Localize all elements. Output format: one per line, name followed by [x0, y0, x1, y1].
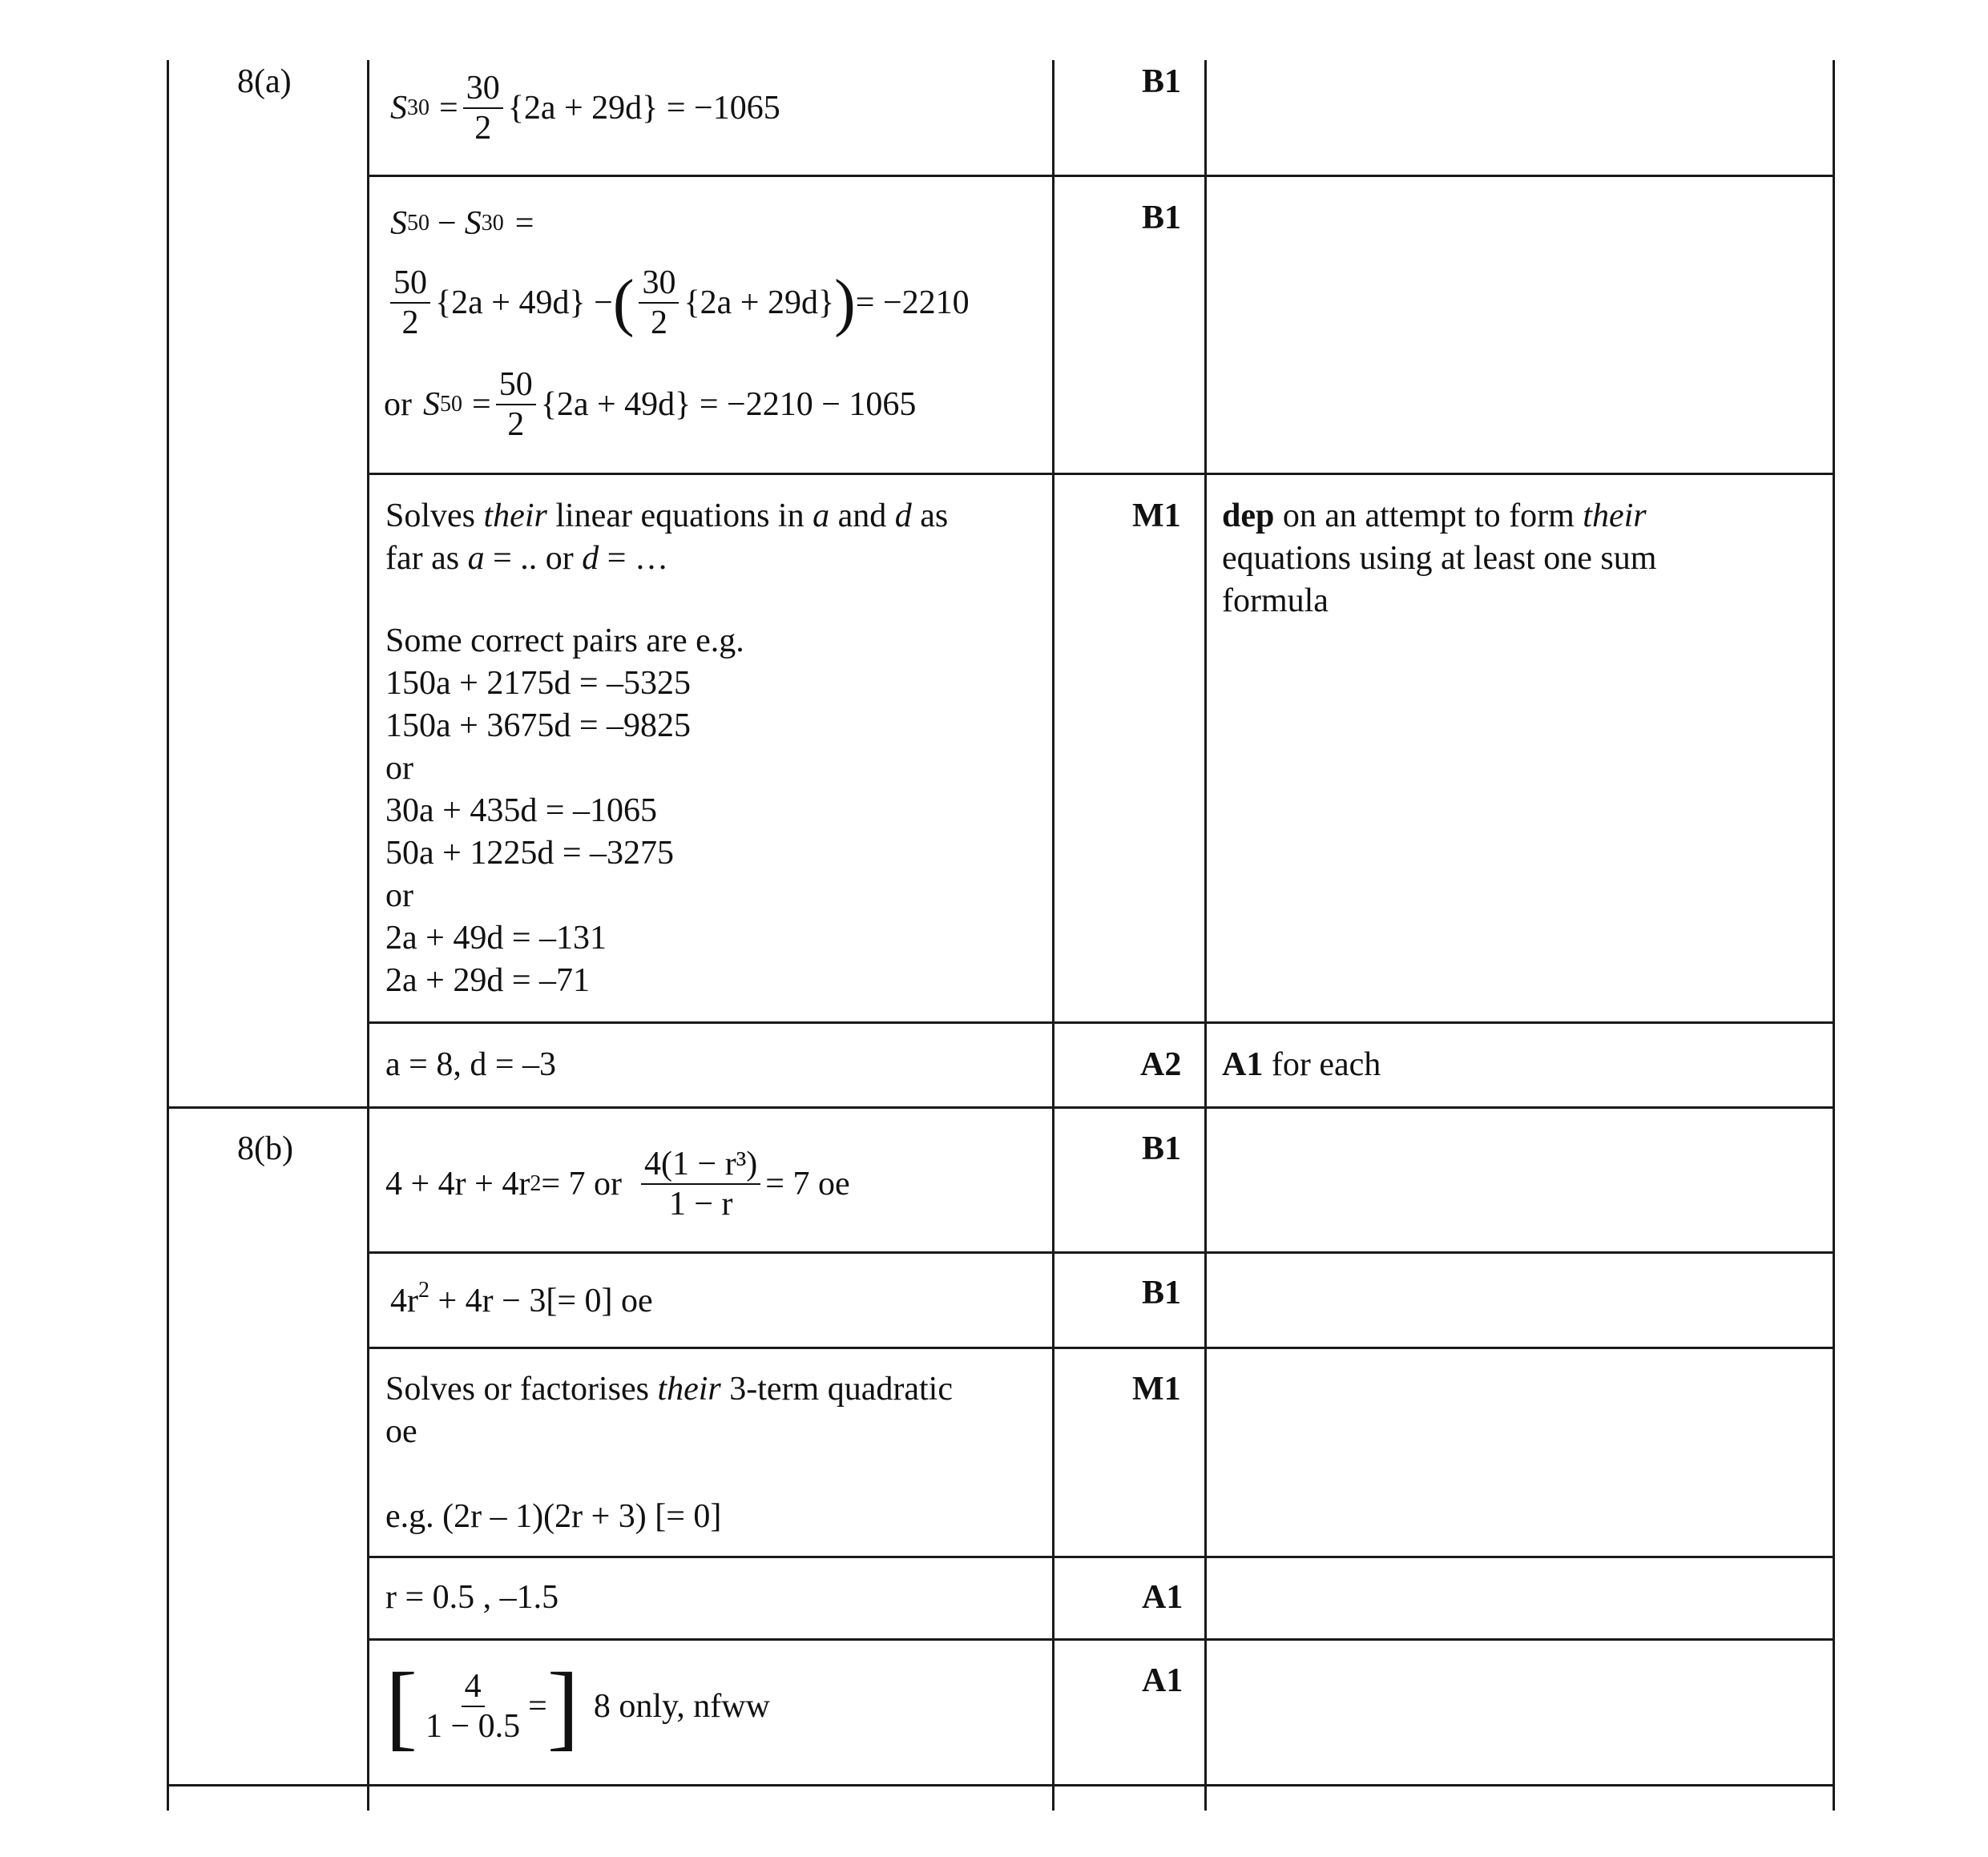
row-divider — [367, 1556, 1835, 1558]
row-divider — [367, 1347, 1835, 1349]
row-divider — [367, 1021, 1835, 1024]
equation-line: 30a + 435d = –1065 — [385, 792, 658, 829]
answer-text: a = 8, d = –3 — [385, 1046, 557, 1083]
method-text-line: Some correct pairs are e.g. — [385, 622, 744, 659]
grid-line-right — [1833, 60, 1835, 1811]
grid-line-col4 — [1204, 60, 1207, 1811]
row-divider — [367, 1251, 1835, 1254]
grid-line-left — [167, 60, 169, 1811]
mark-a2: A2 — [1140, 1046, 1182, 1083]
formula-difference: $\frac{50}{2}$ {2a + 49d} − ( $\frac{30}{2}$ {2a + 29d} ) = −2210 — [385, 259, 970, 347]
equation-line: 2a + 49d = –131 — [385, 920, 607, 957]
mark-m1: M1 — [1132, 497, 1181, 534]
question-label-8b: 8(b) — [237, 1130, 293, 1167]
or-text: or — [385, 877, 413, 914]
formula-gp-sum: 4 + 4r + 4r 2 = 7 or $\frac{\text{4(1 − r³)}}{1 - r}$ = 7 oe — [385, 1145, 850, 1223]
method-text-line: far as a = .. or d = … — [385, 540, 668, 577]
left-bracket: [ — [385, 1653, 417, 1759]
section-divider — [167, 1106, 1835, 1109]
mark-m1: M1 — [1132, 1371, 1181, 1408]
method-text-line: Solves or factorises their 3-term quadratic — [385, 1371, 953, 1408]
quadratic-text: $4r^2 + 4r - 3[= 0]$ oe — [390, 1278, 653, 1319]
method-text-line: e.g. (2r – 1)(2r + 3) [= 0] — [385, 1498, 722, 1535]
row-divider — [367, 473, 1835, 475]
answer-text: r = 0.5 , –1.5 — [385, 1579, 559, 1616]
grid-line-col2 — [367, 60, 369, 1811]
guidance-text-line: dep on an attempt to form their — [1222, 497, 1647, 534]
mark-b1: B1 — [1142, 199, 1182, 236]
guidance-text-line: A1 for each — [1222, 1046, 1381, 1083]
mark-b1: B1 — [1142, 1275, 1182, 1311]
guidance-text-line: formula — [1222, 582, 1329, 619]
fraction: $\frac{30}{2}$ — [463, 70, 503, 146]
method-text-line: oe — [385, 1413, 417, 1450]
equation-line: 150a + 2175d = –5325 — [385, 665, 692, 702]
mark-a1: A1 — [1142, 1579, 1184, 1616]
formula-s30: S 30 = $\frac{30}{2}$ {2a + 29d} = −1065 — [390, 69, 780, 147]
fraction: $\frac{30}{2}$ — [639, 265, 679, 340]
method-text-line: Solves their linear equations in a and d as — [385, 497, 949, 534]
row-divider — [367, 1638, 1835, 1641]
equation-line: 150a + 3675d = –9825 — [385, 707, 692, 744]
question-label-8a: 8(a) — [237, 63, 292, 100]
formula-s50: or S 50 = $\frac{50}{2}$ {2a + 49d} = −2210 − 1065 — [384, 365, 917, 443]
formula-sum-to-infinity: [ $\frac{4}{1 - 0.5}$ = ] 8 only, nfww — [385, 1653, 770, 1759]
fraction: $\frac{50}{2}$ — [390, 265, 430, 340]
mark-b1: B1 — [1142, 1130, 1182, 1167]
equation-line: 50a + 1225d = –3275 — [385, 835, 675, 872]
formula-s50-minus-s30: S 50 − S 30 = — [390, 205, 534, 242]
guidance-text-line: equations using at least one sum — [1222, 540, 1657, 577]
left-paren: ( — [612, 268, 635, 338]
right-bracket: ] — [546, 1653, 579, 1759]
grid-line-col3 — [1052, 60, 1054, 1811]
mark-a1: A1 — [1142, 1662, 1184, 1699]
equation-line: 2a + 29d = –71 — [385, 962, 591, 999]
row-divider — [367, 175, 1835, 177]
mark-b1: B1 — [1142, 63, 1182, 100]
or-text: or — [385, 750, 413, 787]
fraction: $\frac{\text{4(1 − r³)}}{1 - r}$ — [641, 1146, 760, 1222]
section-divider — [167, 1784, 1835, 1787]
fraction: $\frac{50}{2}$ — [496, 367, 536, 442]
fraction: $\frac{4}{1 - 0.5}$ — [425, 1667, 521, 1745]
right-paren: ) — [834, 268, 856, 338]
